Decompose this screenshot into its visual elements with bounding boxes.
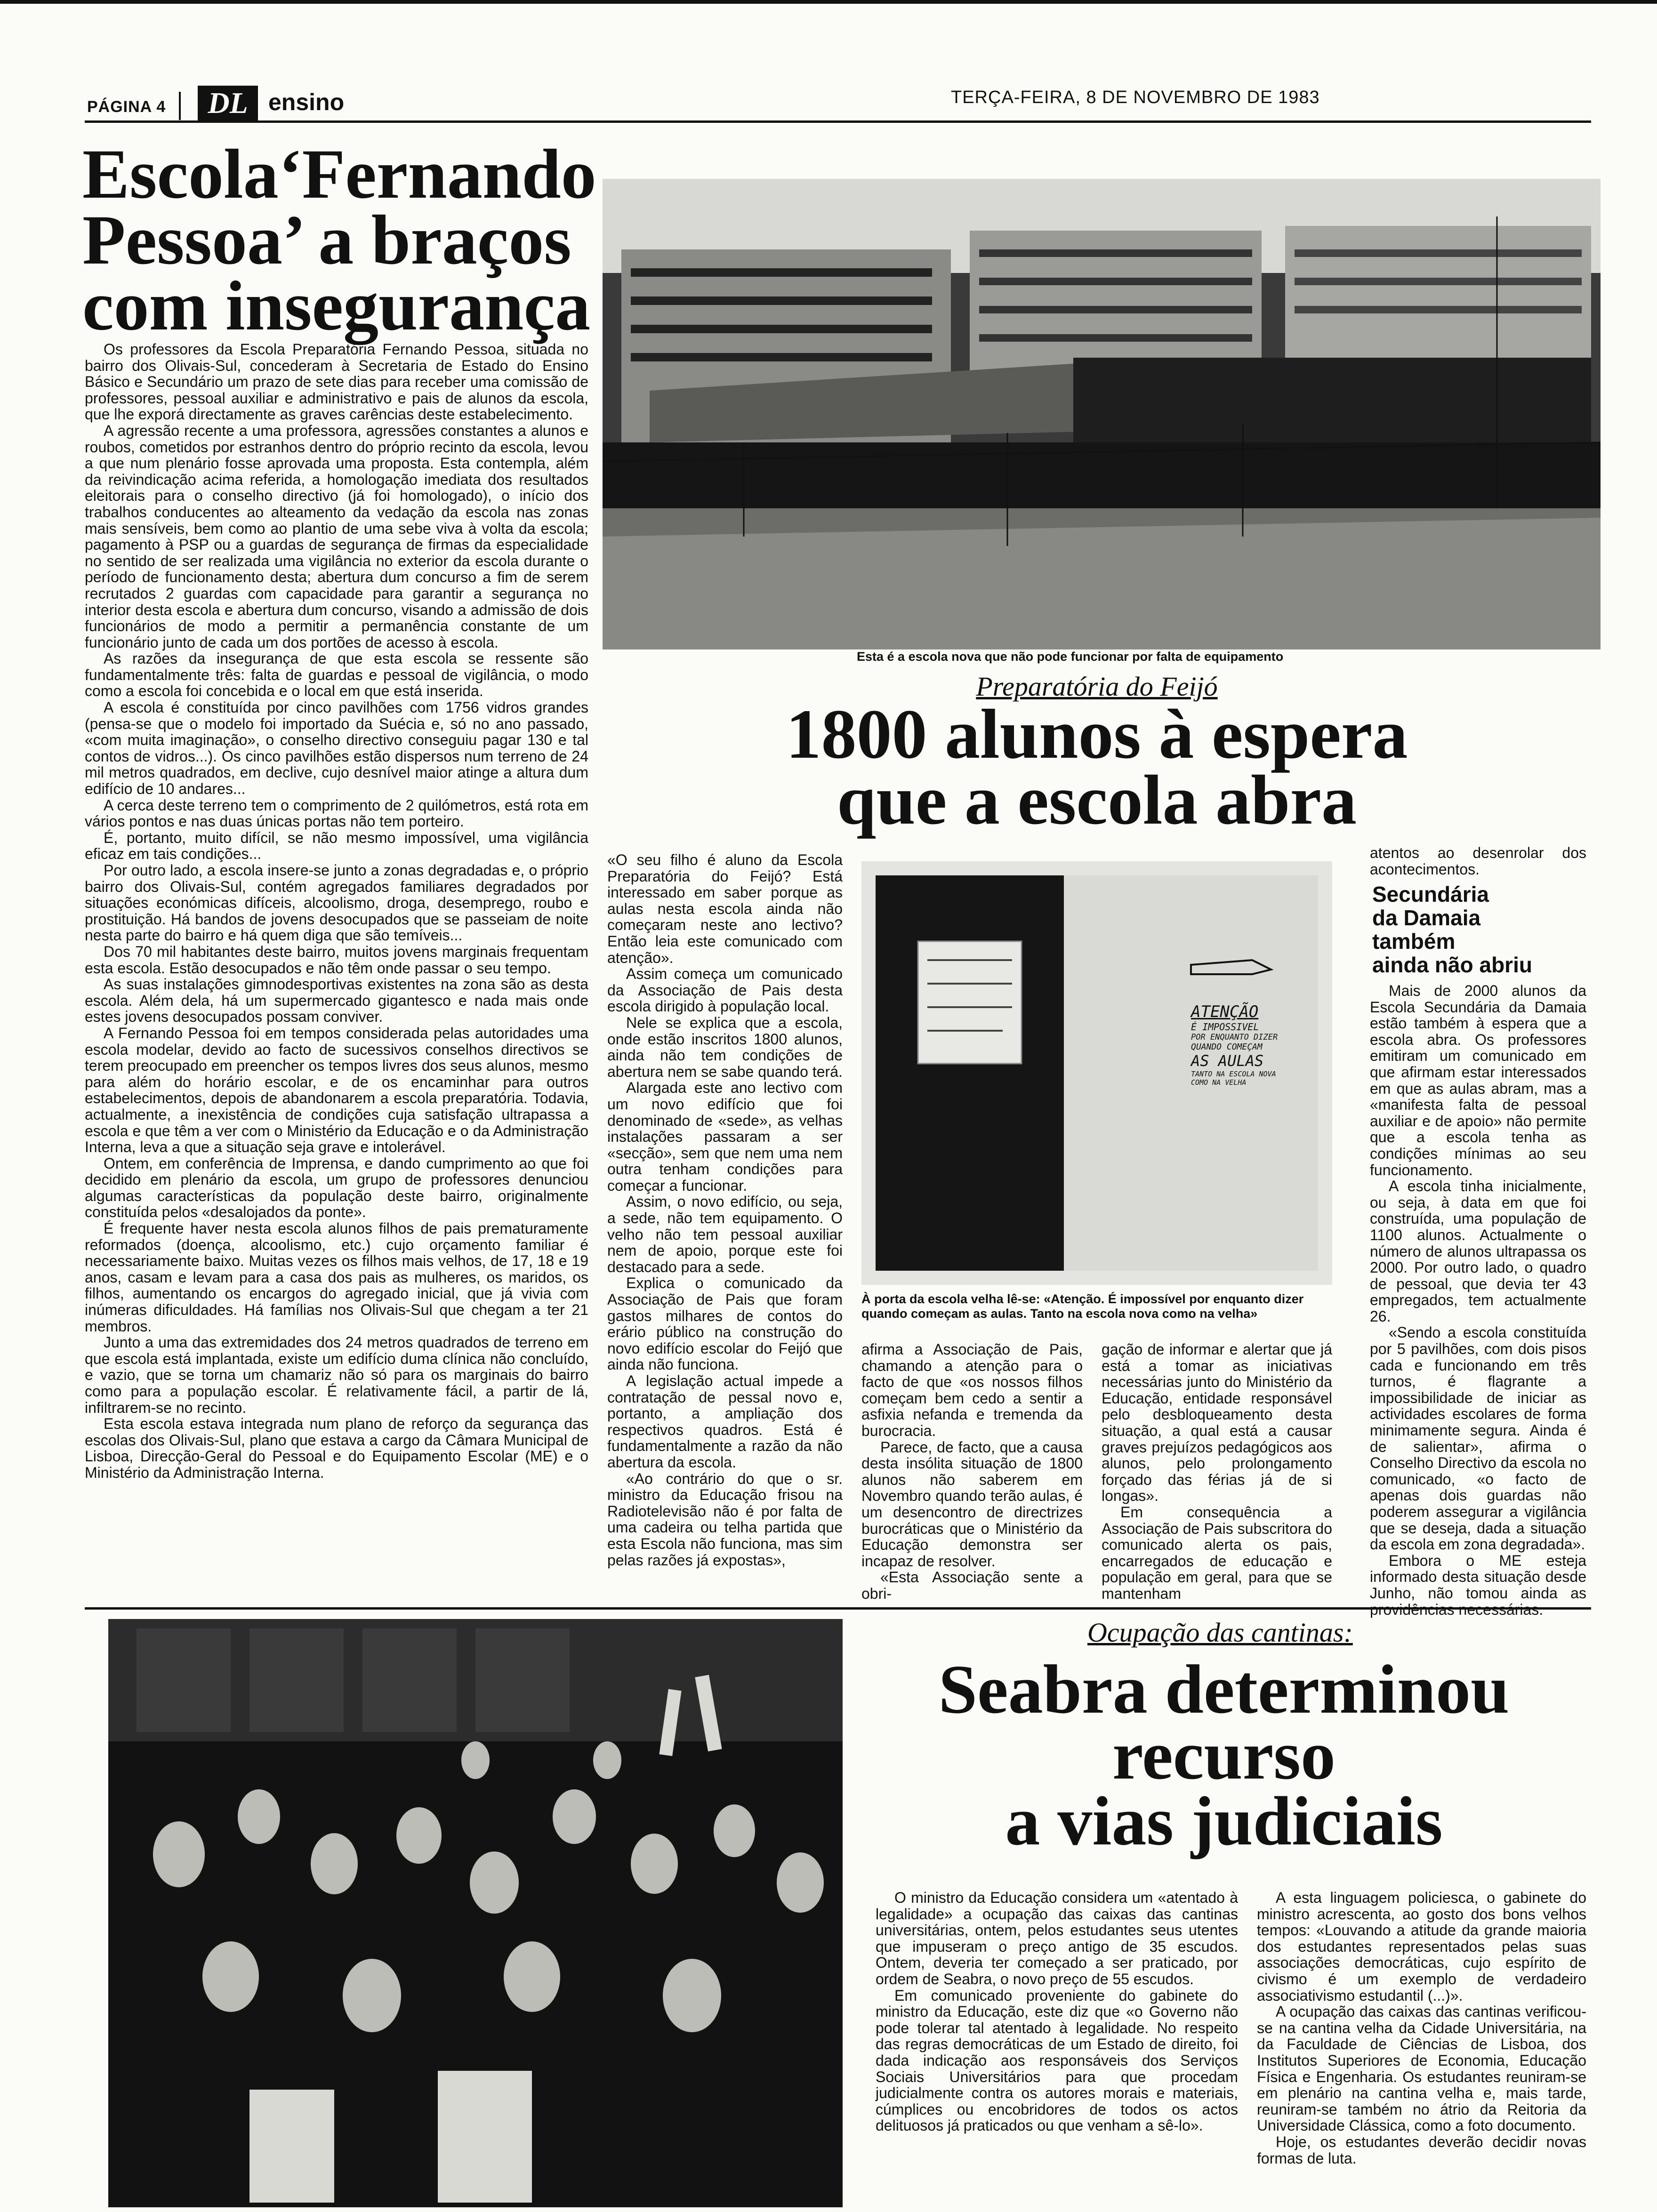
photo-old-school-door: [861, 861, 1332, 1285]
article2-col2: [861, 1341, 1083, 1602]
article3-paragraph: Em comunicado proveniente do gabinete do ministro da Educação, este diz que «o Governo não pode tolerar tal atentado à legalidade. No respeito das regras democráticas de um Estado de direito, foi dada indicação aos responsáveis dos Serviços Sociais Universitários para que procedam judicialmente contra os autores morais e materiais, cúmplices ou encobridores de todos os actos delituosos já praticados ou que venham a sê-lo».: [876, 1987, 1238, 2134]
article3-col2: [1257, 1890, 1586, 2205]
article1-paragraph: A agressão recente a uma professora, agressões constantes a alunos e roubos, cometidos por estranhos dentro do próprio recinto da escola, levou a que num plenário fosse aprovada uma proposta. Esta contempla, além da reivindicação acima referida, a homologação imediata dos resultados eleitorais para o conselho directivo (já foi homologado), o início dos trabalhos conducentes ao alteamento da vedação da escola nas zonas mais sensíveis, bem como ao plantio de uma sebe viva à volta da escola; pagamento à PSP ou a guardas de segurança de firmas da especialidade no sentido de ser realizada uma vigilância no exterior da escola durante o período de funcionamento desta; abertura dum concurso a fim de serem recrutados 2 guardas com capacidade para garantir a segurança no interior desta escola e abertura dum concurso, visando a admissão de dois funcionários de modo a permitir a permanência constante de um funcionário junto de cada um dos portões de acesso à escola.: [85, 422, 588, 651]
article1-paragraph: Os professores da Escola Preparatória Fernando Pessoa, situada no bairro dos Olivais-Sul, concederam à Secretaria de Estado do Ensino Básico e Secundário um prazo de sete dias para receber uma comissão de professores, pessoal auxiliar e administrativo e pais de alunos da escola, que lhe exporá directamente as graves carências deste estabelecimento.: [85, 341, 588, 423]
article3-col1: [876, 1890, 1238, 2205]
masthead-rule: [85, 120, 1591, 123]
sign-line: AS AULAS: [1191, 1052, 1264, 1070]
article2-paragraph: A escola tinha inicialmente, ou seja, à data em que foi construída, uma população de 1100 alunos. Actualmente o número de alunos ultrapassa os 2000. Por outro lado, o quadro de pessoal, que devia ter 43 empregados, tem actualmente 26.: [1370, 1178, 1586, 1325]
article3-kicker: Ocupação das cantinas:: [1087, 1617, 1353, 1648]
article3-headline-line: a vias judiciais: [1005, 1783, 1443, 1860]
article1-paragraph: Por outro lado, a escola insere-se junto a zonas degradadas e, o próprio bairro dos Olivais-Sul, contém agregados familiares degradados por situações económicas difíceis, alcoolismo, droga, desemprego, roubo e prostituição. Há bandos de jovens desocupados que se passeiam de noite nesta parte do bairro e há quem diga que são temíveis...: [85, 862, 588, 944]
article3-paragraph: A esta linguagem policiesca, o gabinete do ministro acrescenta, ao gosto dos bons velhos tempos: «Louvando a atitude da grande maioria dos estudantes representados pelas suas associações democráticas, cujo espírito de civismo é um exemplo de verdadeiro associativismo estudantil (...)».: [1257, 1889, 1586, 2004]
article1-paragraph: As suas instalações gimnodesportivas existentes na zona são as desta escola. Além dela, há um supermercado gigantesco e nada mais onde estes jovens desocupados possam conviver.: [85, 976, 588, 1026]
article2-paragraph: afirma a Associação de Pais, chamando a atenção para o facto de que «os nossos filhos começam bem cedo a sentir a asfixia nefanda e tremenda da burocracia.: [861, 1341, 1083, 1439]
article1-paragraph: Ontem, em conferência de Imprensa, e dando cumprimento ao que foi decidido em plenário da escola, um grupo de professores denunciou algumas características da população deste bairro, originalmente constituída pelos «desalojados da ponte».: [85, 1154, 588, 1221]
photo2-caption: À porta da escola velha lê-se: «Atenção. É impossível por enquanto dizer quando começam as aulas. Tanto na escola nova como na velha»: [861, 1292, 1304, 1321]
sign-line: POR ENQUANTO DIZER: [1191, 1033, 1278, 1042]
masthead-divider: [179, 92, 181, 120]
article2-kicker: Preparatória do Feijó: [976, 671, 1218, 702]
article2-paragraph: gação de informar e alertar que já está a tomar as iniciativas necessárias junto do Ministério da Educação, entidade responsável pelo desbloqueamento desta situação, a qual está a causar graves prejuízos pedagógicos aos alunos, pelo prolongamento forçado das férias já de si longas».: [1102, 1341, 1332, 1505]
article2-col4: [1370, 982, 1586, 1602]
handwritten-sign: [1191, 1002, 1318, 1087]
article1-paragraph: A escola é constituída por cinco pavilhões com 1756 vidros grandes (pensa-se que o modelo foi importado da Suécia e, só no ano passado, «com muita imaginação», o conselho directivo conseguiu pagar 130 e tal contos de vidros...). Os cinco pavilhões estão dispersos num terreno de 24 mil metros quadrados, em declive, cujo desnível maior atinge a altura dum edifício de 10 andares...: [85, 699, 588, 798]
article3-kicker-wrap: [1087, 1617, 1558, 1648]
photo1-caption: Esta é a escola nova que não pode funcionar por falta de equipamento: [857, 649, 1284, 664]
article2-paragraph: Em consequência a Associação de Pais subscritora do comunicado alerta os pais, encarregados de educação e população em geral, para que se mantenham: [1102, 1503, 1332, 1602]
issue-date: TERÇA-FEIRA, 8 DE NOVEMBRO DE 1983: [951, 88, 1320, 107]
article2-paragraph: Embora o ME esteja informado desta situação desde Junho, não tomou ainda as: [1370, 1552, 1586, 1602]
sign-line: COMO NA VELHA: [1191, 1078, 1247, 1087]
sign-line: ATENÇÃO: [1191, 1002, 1259, 1021]
article1-headline: [82, 135, 596, 345]
subhead-line: da Damaia: [1372, 906, 1481, 930]
article2-col3: [1102, 1341, 1332, 1602]
article2-paragraph: Parece, de facto, que a causa desta insólita situação de 1800 alunos não saberem em Novembro quando terão aulas, é um desencontro de directrizes burocráticas que o Ministério da Educação demonstra ser incapaz de resolver.: [861, 1438, 1083, 1570]
sign-line: É IMPOSSIVEL: [1191, 1021, 1259, 1033]
article3-paragraph: Hoje, os estudantes deverão decidir novas formas de luta.: [1257, 2133, 1586, 2167]
top-border: [0, 0, 1657, 4]
newspaper-logo: DL: [198, 86, 258, 122]
article2-col4-top: [1370, 845, 1586, 877]
article1-paragraph: A cerca deste terreno tem o comprimento de 2 quilómetros, está rota em vários pontos e nas duas únicas portas não tem porteiro.: [85, 796, 588, 830]
section-title: ensino: [268, 89, 345, 115]
article2-paragraph: Assim, o novo edifício, ou seja, a sede, não tem equipamento. O velho não tem pessoal auxiliar nem de apoio, porque este foi destacado para a sede.: [607, 1193, 843, 1275]
article2-paragraph: «Esta Associação sente a obri-: [861, 1569, 1083, 1602]
article2-headline: [607, 695, 1586, 839]
school-building-illustration: [603, 179, 1601, 649]
page-number: PÁGINA 4: [87, 98, 166, 116]
article2-paragraph: A legislação actual impede a contratação de pessal novo e, portanto, a ampliação dos respectivos quadros. Está é fundamentalmente a razão da não abertura da escola.: [607, 1372, 843, 1471]
article2-paragraph: Alargada este ano lectivo com um novo edifício que foi denominado de «sede», as velhas instalações passaram a ser «secção», sem que nem uma nem outra tenham condições para começar a funcionar.: [607, 1079, 843, 1194]
article1-paragraph: Esta escola estava integrada num plano de reforço da segurança das escolas dos Olivais-Sul, plano que estava a cargo da Câmara Municipal de Lisboa, Direcção-Geral do Pessoal e do Equipamento Escolar (ME) e o Ministério da Administração Interna.: [85, 1415, 588, 1481]
article1-paragraph: Dos 70 mil habitantes deste bairro, muitos jovens marginais frequentam esta escola. Estão desocupados e não têm onde passar o seu tempo.: [85, 943, 588, 977]
photo-new-school: [603, 179, 1601, 649]
subhead-line: Secundária: [1372, 882, 1489, 906]
article3-headline-line: Seabra determinou: [938, 1651, 1510, 1728]
article2-headline-line: 1800 alunos à espera: [786, 695, 1408, 773]
sign-line: TANTO NA ESCOLA NOVA: [1191, 1070, 1276, 1078]
article1-body: [85, 341, 588, 1603]
article3-paragraph: O ministro da Educação considera um «atentado à legalidade» a ocupação das caixas das cantinas universitárias, ontem, pelos estudantes seus utentes que impuseram o preço antigo de 35 escudos. Ontem, deveria ter começado a ser praticado, por ordem de Seabra, o novo preço de 55 escudos.: [876, 1889, 1238, 1988]
article2-paragraph: Nele se explica que a escola, onde estão inscritos 1800 alunos, ainda não tem condições de abertura nem se sabe quando terá.: [607, 1014, 843, 1080]
article3-headline: [861, 1651, 1586, 1860]
crowd-illustration: [108, 1619, 843, 2207]
article1-paragraph: É, portanto, muito difícil, se não mesmo impossível, uma vigilância eficaz em tais condições...: [85, 829, 588, 863]
article3-paragraph: A ocupação das caixas das cantinas verificou-se na cantina velha da Cidade Universitária, na da Faculdade de Ciências de Lisboa, dos Institutos Superiores de Economia, Educação Física e Engenharia. Os estudantes reuniram-se em plenário na cantina velha e, mais tarde, reuniram-se também no átrio da Reitoria da Universidade Clássica, como a foto documento.: [1257, 2003, 1586, 2134]
section-divider: [85, 1607, 1591, 1610]
article2-headline-line: que a escola abra: [837, 761, 1357, 839]
subhead-line: também: [1372, 929, 1456, 954]
article1-paragraph: Junto a uma das extremidades dos 24 metros quadrados de terreno em que escola está implantada, existe um edifício duma clínica não concluído, e vazio, que se torna um chamariz não só para os marginais do bairro como para a população escolar. É relativamente fácil, a partir de lá, infiltrarem-se no recinto.: [85, 1334, 588, 1416]
article2-paragraph: «Ao contrário do que o sr. ministro da Educação frisou na Radiotelevisão não é por falta de uma cadeira ou telha partida que esta Escola não funciona, mas sim pelas razões já expostas»,: [607, 1470, 843, 1569]
article2-paragraph: atentos ao desenrolar dos acontecimentos.: [1370, 844, 1586, 878]
article2-paragraph: Mais de 2000 alunos da Escola Secundária da Damaia estão também à espera que a escola abra. Os professores emitiram um comunicado em que afirmam estar interessados em que as aulas abram, mas a «manifesta falta de pessoal auxiliar e de apoio» não permite que a escola tenha as condições mínimas ao seu funcionamento.: [1370, 982, 1586, 1178]
article2-paragraph: Assim começa um comunicado da Associação de Pais desta escola dirigido à população local.: [607, 965, 843, 1015]
article1-paragraph: É frequente haver nesta escola alunos filhos de pais prematuramente reformados (doença, alcoolismo, etc.) cujo orçamento familiar é necessariamente baixo. Muitas vezes os filhos mais velhos, de 17, 18 e 19 anos, casam e levam para a casa dos pais as mulheres, os maridos, os filhos, aumentando os encargos do agregado inicial, que já vivia com inúmeras dificuldades. Há famílias nos Olivais-Sul que chegam a ter 21 membros.: [85, 1220, 588, 1335]
article1-headline-line: Escola‘Fernando: [82, 135, 596, 213]
photo-student-assembly: [108, 1619, 843, 2207]
subhead-line: ainda não abriu: [1372, 953, 1532, 977]
damaia-subhead: [1372, 882, 1589, 977]
article1-paragraph: As razões da insegurança de que esta escola se ressente são fundamentalmente três: falta de guardas e pessoal de vigilância, o modo como a escola foi concebida e o local em que está inserida.: [85, 650, 588, 700]
article1-headline-line: Pessoa’ a braços: [82, 201, 571, 279]
article2-col1: [607, 852, 843, 1591]
article3-headline-line: recurso: [1112, 1717, 1335, 1794]
sign-line: QUANDO COMEÇAM: [1191, 1042, 1263, 1052]
article2-paragraph: Explica o comunicado da Associação de Pais que foram gastos milhares de contos do erário público na construção do novo edifício escolar do Feijó que ainda não funciona.: [607, 1274, 843, 1373]
article2-paragraph: «O seu filho é aluno da Escola Preparatória do Feijó? Está interessado em saber porque as aulas nesta escola ainda não começaram neste ano lectivo? Então leia este comunicado com atenção».: [607, 851, 843, 966]
article1-paragraph: A Fernando Pessoa foi em tempos considerada pelas autoridades uma escola modelar, devido ao facto de sucessivos conselhos directivos se terem preocupado em preencher os tempos livres dos seus alunos, mesmo para além do horário escolar, e de os encaminhar para outros estabelecimentos, depois de abandonarem a escola preparatória. Todavia, actualmente, a inexistência de condições cuja satisfação ultrapassa a escola e que têm a ver com o Ministério da Educação e o da Administração Interna, leva a que a situação seja grave e intolerável.: [85, 1024, 588, 1156]
article1-headline-line: com insegurança: [82, 267, 591, 345]
article2-paragraph: «Sendo a escola constituída por 5 pavilhões, com dois pisos cada e funcionando em três turnos, é flagrante a impossibilidade de iniciar as actividades escolares de forma minimamente segura. Ainda é de salientar», afirma o Conselho Directivo da escola no comunicado, «o facto de apenas dois guardas não poderem assegurar a vigilância que se deseja, dada a situação da escola em zona degradada».: [1370, 1324, 1586, 1553]
